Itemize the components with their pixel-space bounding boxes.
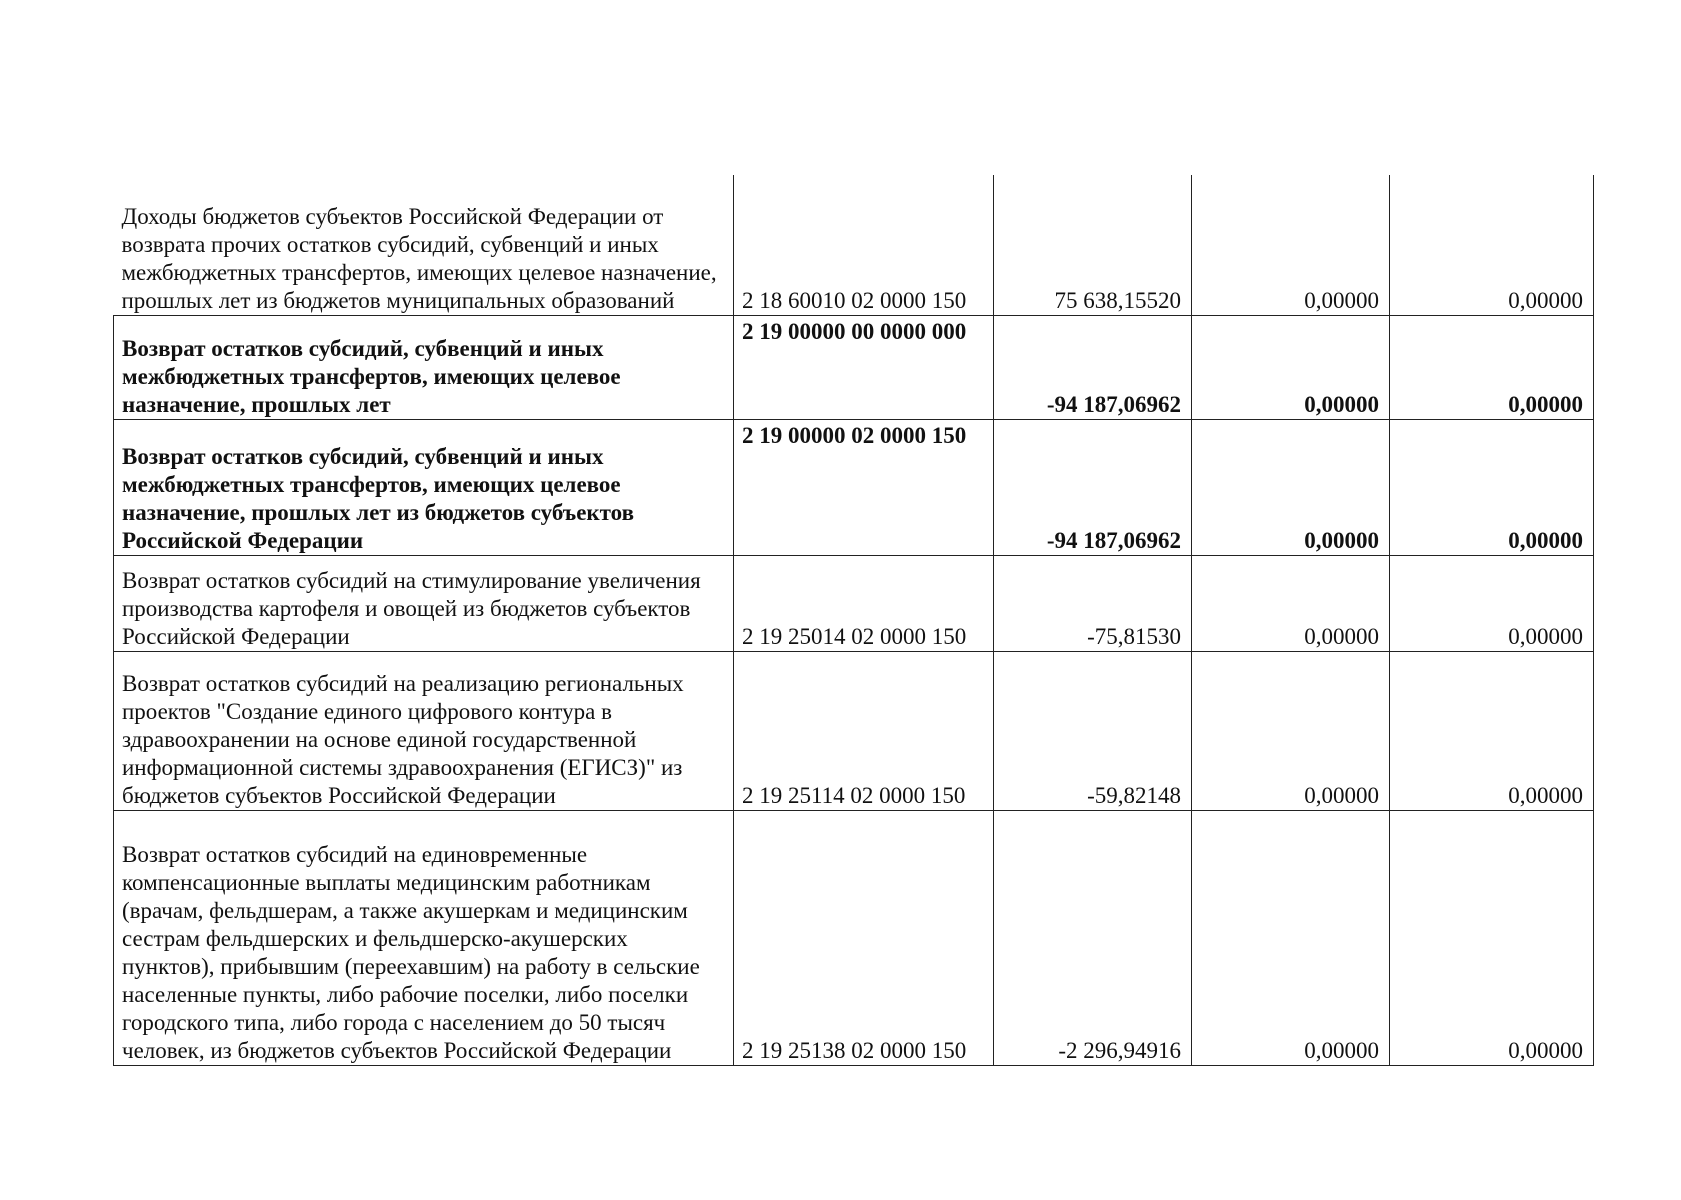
row-code: 2 19 00000 00 0000 000 bbox=[734, 316, 994, 420]
table-row bbox=[114, 316, 1594, 420]
row-value-2: 0,00000 bbox=[1192, 811, 1390, 1066]
row-value-2: 0,00000 bbox=[1192, 652, 1390, 811]
row-value-2: 0,00000 bbox=[1192, 556, 1390, 652]
row-code: 2 19 00000 02 0000 150 bbox=[734, 420, 994, 556]
row-name: Возврат остатков субсидий, субвенций и иных межбюджетных трансфертов, имеющих целевое назначение, прошлых лет из бюджетов субъектов Российской Федерации bbox=[114, 420, 734, 556]
row-value-2: 0,00000 bbox=[1192, 420, 1390, 556]
row-value-3: 0,00000 bbox=[1390, 652, 1594, 811]
table-row bbox=[114, 175, 1594, 316]
row-code: 2 19 25014 02 0000 150 bbox=[734, 556, 994, 652]
row-value-3: 0,00000 bbox=[1390, 811, 1594, 1066]
table-row bbox=[114, 811, 1594, 1066]
row-code: 2 18 60010 02 0000 150 bbox=[734, 175, 994, 316]
row-code: 2 19 25138 02 0000 150 bbox=[734, 811, 994, 1066]
row-value-3: 0,00000 bbox=[1390, 556, 1594, 652]
row-value-1: -94 187,06962 bbox=[994, 420, 1192, 556]
row-value-1: 75 638,15520 bbox=[994, 175, 1192, 316]
row-value-3: 0,00000 bbox=[1390, 316, 1594, 420]
table-row bbox=[114, 556, 1594, 652]
row-name: Доходы бюджетов субъектов Российской Федерации от возврата прочих остатков субсидий, субвенций и иных межбюджетных трансфертов, имеющих целевое назначение, прошлых лет из бюджетов муниципальных образований bbox=[114, 175, 734, 316]
budget-revenue-table bbox=[113, 175, 1594, 1066]
row-value-1: -75,81530 bbox=[994, 556, 1192, 652]
row-name: Возврат остатков субсидий на единовременные компенсационные выплаты медицинским работникам (врачам, фельдшерам, а также акушеркам и медицинским сестрам фельдшерских и фельдшерско-акушерских пунктов), прибывшим (переехавшим) на работу в сельские населенные пункты, либо рабочие поселки, либо поселки городского типа, либо города с населением до 50 тысяч человек, из бюджетов субъектов Российской Федерации bbox=[114, 811, 734, 1066]
row-value-3: 0,00000 bbox=[1390, 420, 1594, 556]
row-value-2: 0,00000 bbox=[1192, 316, 1390, 420]
row-value-3: 0,00000 bbox=[1390, 175, 1594, 316]
row-name: Возврат остатков субсидий на стимулирование увеличения производства картофеля и овощей из бюджетов субъектов Российской Федерации bbox=[114, 556, 734, 652]
row-name: Возврат остатков субсидий, субвенций и иных межбюджетных трансфертов, имеющих целевое назначение, прошлых лет bbox=[114, 316, 734, 420]
table-row bbox=[114, 652, 1594, 811]
row-name: Возврат остатков субсидий на реализацию региональных проектов "Создание единого цифрового контура в здравоохранении на основе единой государственной информационной системы здравоохранения (ЕГИСЗ)" из бюджетов субъектов Российской Федерации bbox=[114, 652, 734, 811]
row-value-1: -94 187,06962 bbox=[994, 316, 1192, 420]
table-row bbox=[114, 420, 1594, 556]
row-value-1: -2 296,94916 bbox=[994, 811, 1192, 1066]
row-value-2: 0,00000 bbox=[1192, 175, 1390, 316]
row-value-1: -59,82148 bbox=[994, 652, 1192, 811]
row-code: 2 19 25114 02 0000 150 bbox=[734, 652, 994, 811]
